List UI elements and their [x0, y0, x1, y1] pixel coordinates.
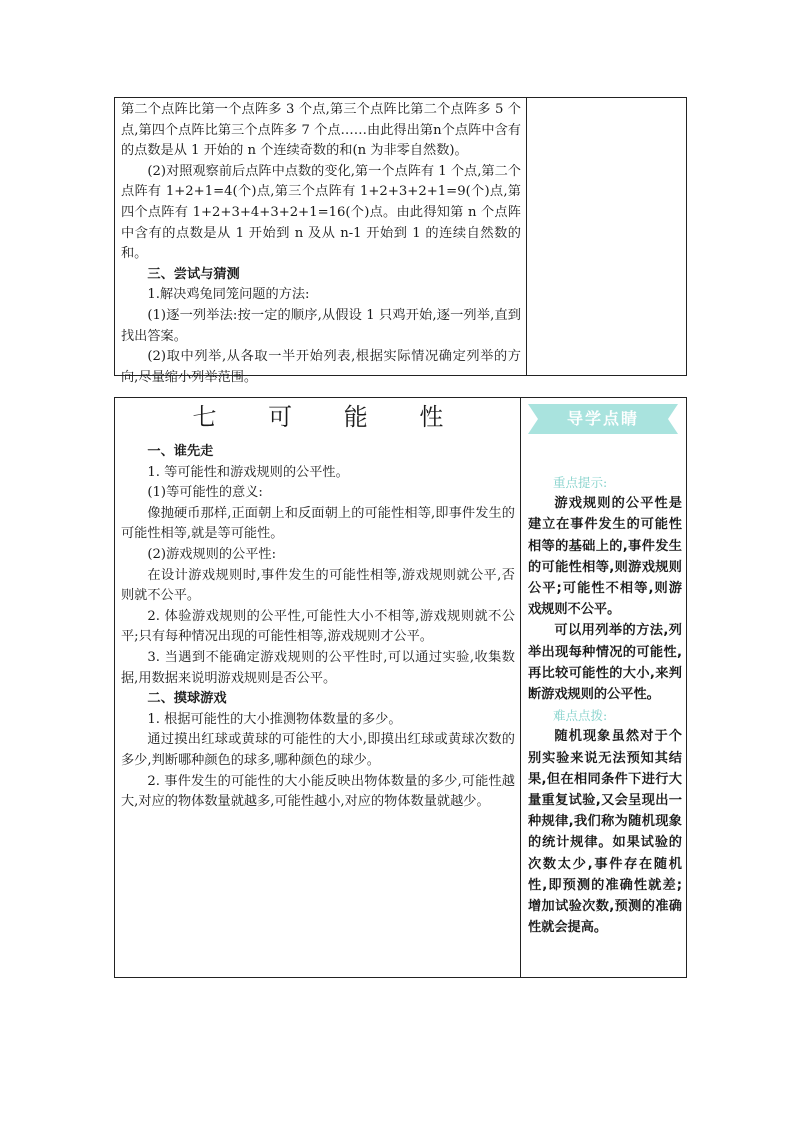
key-points-label: 重点提示:	[553, 475, 608, 490]
guide-banner-label: 导学点睛	[566, 409, 639, 428]
bottom-paragraph: 在设计游戏规则时,事件发生的可能性相等,游戏规则就公平,否则就不公平。	[121, 567, 515, 604]
top-heading-3: 三、尝试与猜测	[147, 266, 240, 282]
top-table	[114, 97, 687, 385]
top-paragraph-list-1: (1)逐一列举法:按一定的顺序,从假设 1 只鸡开始,逐一列举,直到找出答案。	[121, 307, 521, 344]
bottom-paragraph: 像抛硬币那样,正面朝上和反面朝上的可能性相等,即事件发生的可能性相等,就是等可能性。	[121, 505, 515, 542]
section-heading-2: 二、摸球游戏	[147, 691, 227, 707]
bottom-table	[114, 397, 687, 978]
guide-banner	[528, 404, 678, 434]
difficulty-label: 难点点拨:	[553, 708, 608, 724]
bottom-table-divider	[520, 398, 521, 977]
top-paragraph-2: (2)对照观察前后点阵中点数的变化,第一个点阵有 1 个点,第二个点阵有 1+2+1=4(个)点,第三个点阵有 1+2+3+2+1=9(个)点,第四个点阵有 1+2+3+4+3+2+1=16(个)点。由此得知第 n 个点阵中含有的点数是从 1 开始到 n 及从 n-1 开始到 1 的连续自然数的和。	[121, 163, 521, 262]
bottom-paragraph: 2. 事件发生的可能性的大小能反映出物体数量的多少,可能性越大,对应的物体数量就越多,可能性越小,对应的物体数量就越少。	[121, 773, 515, 810]
difficulty-text: 随机现象虽然对于个别实验来说无法预知其结果,但在相同条件下进行大量重复试验,又会呈现出一种规律,我们称为随机现象的统计规律。如果试验的次数太少,事件存在随机性,即预测的准确性就差;增加试验次数,预测的准确性就会提高。	[528, 729, 682, 936]
bottom-paragraph: 1. 等可能性和游戏规则的公平性。	[147, 464, 349, 480]
top-table-content	[121, 100, 521, 388]
section-heading-1: 一、谁先走	[147, 444, 214, 459]
bottom-paragraph: (1)等可能性的意义:	[147, 485, 263, 501]
chapter-title: 七 可 能 性	[192, 403, 466, 431]
top-paragraph-method: 1.解决鸡兔同笼问题的方法:	[147, 287, 310, 303]
key-points-text-2: 可以用列举的方法,列举出现每种情况的可能性,再比较可能性的大小,来判断游戏规则的公平性。	[528, 623, 682, 703]
bottom-paragraph: 1. 根据可能性的大小推测物体数量的多少。	[147, 711, 402, 727]
bottom-paragraph: 2. 体验游戏规则的公平性,可能性大小不相等,游戏规则就不公平;只有每种情况出现的可能性相等,游戏规则才公平。	[121, 608, 515, 645]
top-table-divider	[526, 98, 527, 375]
bottom-table-content	[121, 400, 515, 813]
bottom-paragraph: 通过摸出红球或黄球的可能性的大小,即摸出红球或黄球次数的多少,判断哪种颜色的球多,哪种颜色的球少。	[121, 732, 515, 768]
bottom-paragraph: (2)游戏规则的公平性:	[147, 546, 277, 562]
top-paragraph-1: 第二个点阵比第一个点阵多 3 个点,第三个点阵比第二个点阵多 5 个点,第四个点阵比第三个点阵多 7 个点……由此得出第n个点阵中含有的点数是从 1 开始的 n 个连续奇数的和(n 为非零自然数)。	[121, 102, 521, 159]
top-paragraph-list-2: (2)取中列举,从各取一半开始列表,根据实际情况确定列举的方向,尽量缩小列举范围。	[121, 349, 521, 385]
bottom-paragraph: 3. 当遇到不能确定游戏规则的公平性时,可以通过实验,收集数据,用数据来说明游戏规则是否公平。	[121, 649, 515, 686]
sidebar-notes	[528, 472, 682, 938]
key-points-text-1: 游戏规则的公平性是建立在事件发生的可能性相等的基础上的,事件发生的可能性相等,则游戏规则公平;可能性不相等,则游戏规则不公平。	[528, 496, 682, 618]
